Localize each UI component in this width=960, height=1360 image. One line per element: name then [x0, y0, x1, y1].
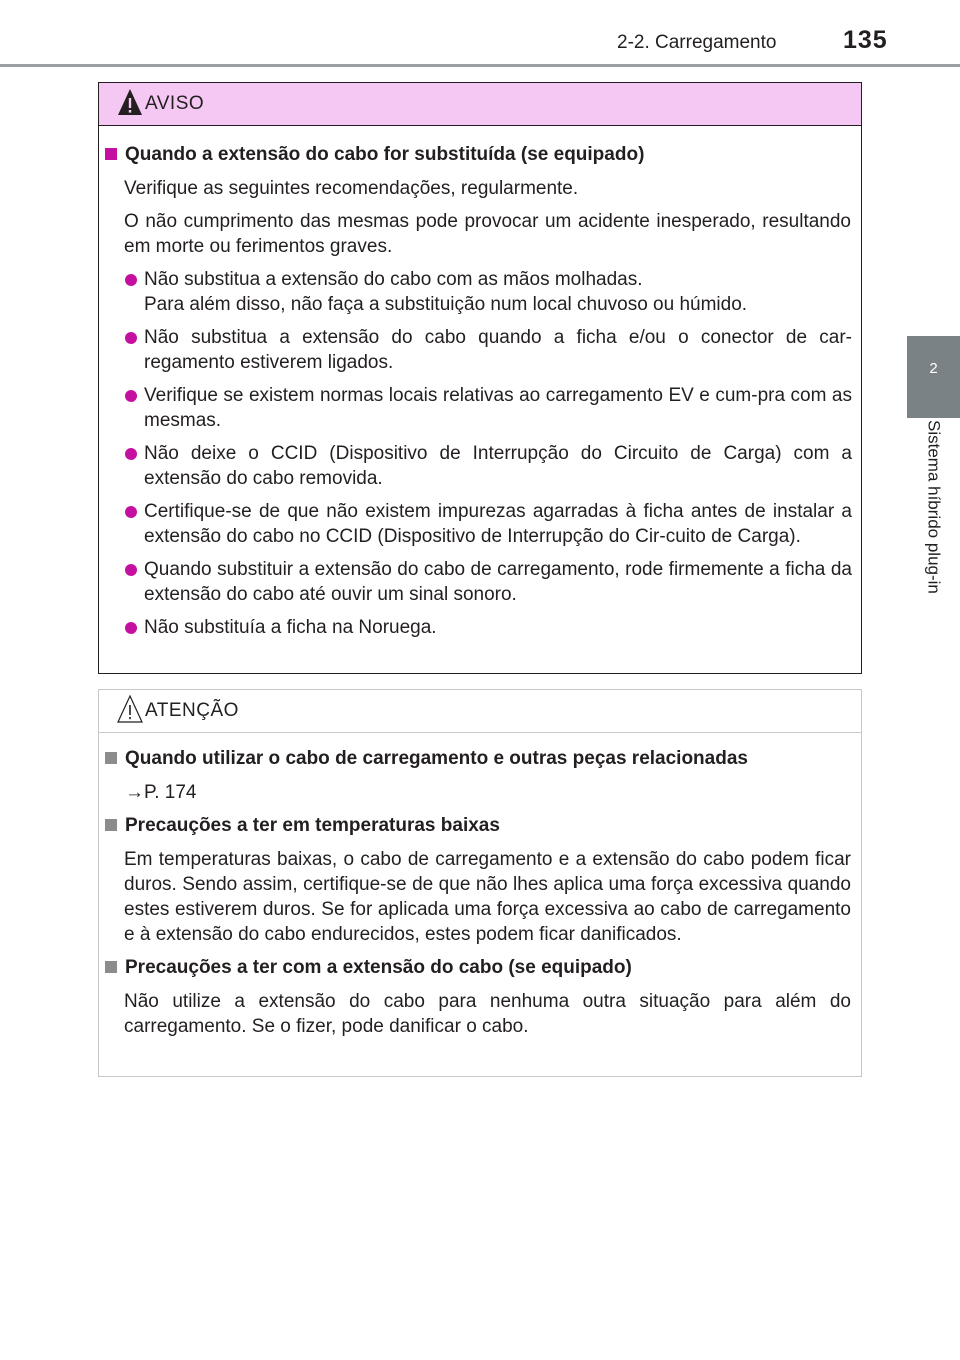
paragraph: Verifique as seguintes recomendações, regularmente. [124, 178, 579, 199]
caution-section-title: Precauções a ter em temperaturas baixas [99, 813, 861, 838]
header-divider [0, 64, 960, 67]
list-item: Não deixe o CCID (Dispositivo de Interrupção do Circuito de Carga) com a extensão do cabo removida. [99, 441, 861, 491]
paragraph: Não utilize a extensão do cabo para nenhuma outra situação para além do carregamento. Se o fizer, pode danificar o cabo. [124, 991, 851, 1037]
list-item: Certifique-se de que não existem impurezas agarradas à ficha antes de instalar a extensão do cabo no CCID (Dispositivo de Interrupção do Cir-cuito de Carga). [99, 499, 861, 549]
chapter-tab[interactable] [907, 336, 960, 418]
round-bullet-icon [125, 622, 137, 634]
caution-triangle-icon [117, 694, 143, 724]
warning-header [99, 83, 861, 126]
paragraph: Em temperaturas baixas, o cabo de carregamento e a extensão do cabo podem ficar duros. Sendo assim, certifique-se de que não lhes aplica uma força excessiva quando estes estiverem duros. Se for aplicada uma força excessiva ao cabo de carregamento e à extensão do cabo endurecidos, estes podem ficar danificados. [124, 849, 851, 945]
caution-section-title: Precauções a ter com a extensão do cabo (se equipado) [99, 955, 861, 980]
list-item: Não substituía a ficha na Noruega. [99, 615, 861, 640]
caution-section-title: Quando utilizar o cabo de carregamento e outras peças relacionadas [99, 746, 861, 771]
chapter-label: Sistema híbrido plug-in [924, 420, 944, 594]
caution-header [99, 690, 861, 733]
round-bullet-icon [125, 506, 137, 518]
round-bullet-icon [125, 332, 137, 344]
page-number: 135 [843, 26, 888, 54]
round-bullet-icon [125, 448, 137, 460]
list-item: Verifique se existem normas locais relativas ao carregamento EV e cum-pra com as mesmas. [99, 383, 861, 433]
list-item: Não substitua a extensão do cabo com as mãos molhadas. Para além disso, não faça a substituição num local chuvoso ou húmido. [99, 267, 861, 317]
chapter-number: 2 [929, 360, 938, 377]
caution-box [98, 689, 862, 1077]
round-bullet-icon [125, 564, 137, 576]
list-item: Não substitua a extensão do cabo quando a ficha e/ou o conector de car-regamento estiverem ligados. [99, 325, 861, 375]
page-reference[interactable]: →P. 174 [125, 782, 197, 803]
round-bullet-icon [125, 274, 137, 286]
list-item: Quando substituir a extensão do cabo de carregamento, rode firmemente a ficha da extensão do cabo até ouvir um sinal sonoro. [99, 557, 861, 607]
square-bullet-icon [105, 752, 117, 764]
paragraph: O não cumprimento das mesmas pode provocar um acidente inesperado, resultando em morte ou ferimentos graves. [124, 211, 851, 257]
caution-title: ATENÇÃO [145, 700, 239, 721]
warning-triangle-icon [117, 87, 143, 117]
square-bullet-icon [105, 819, 117, 831]
section-title: 2-2. Carregamento [617, 32, 777, 53]
warning-box [98, 82, 862, 674]
square-bullet-icon [105, 148, 117, 160]
round-bullet-icon [125, 390, 137, 402]
square-bullet-icon [105, 961, 117, 973]
warning-title: AVISO [145, 93, 205, 114]
warning-section-title: Quando a extensão do cabo for substituída (se equipado) [99, 142, 861, 167]
